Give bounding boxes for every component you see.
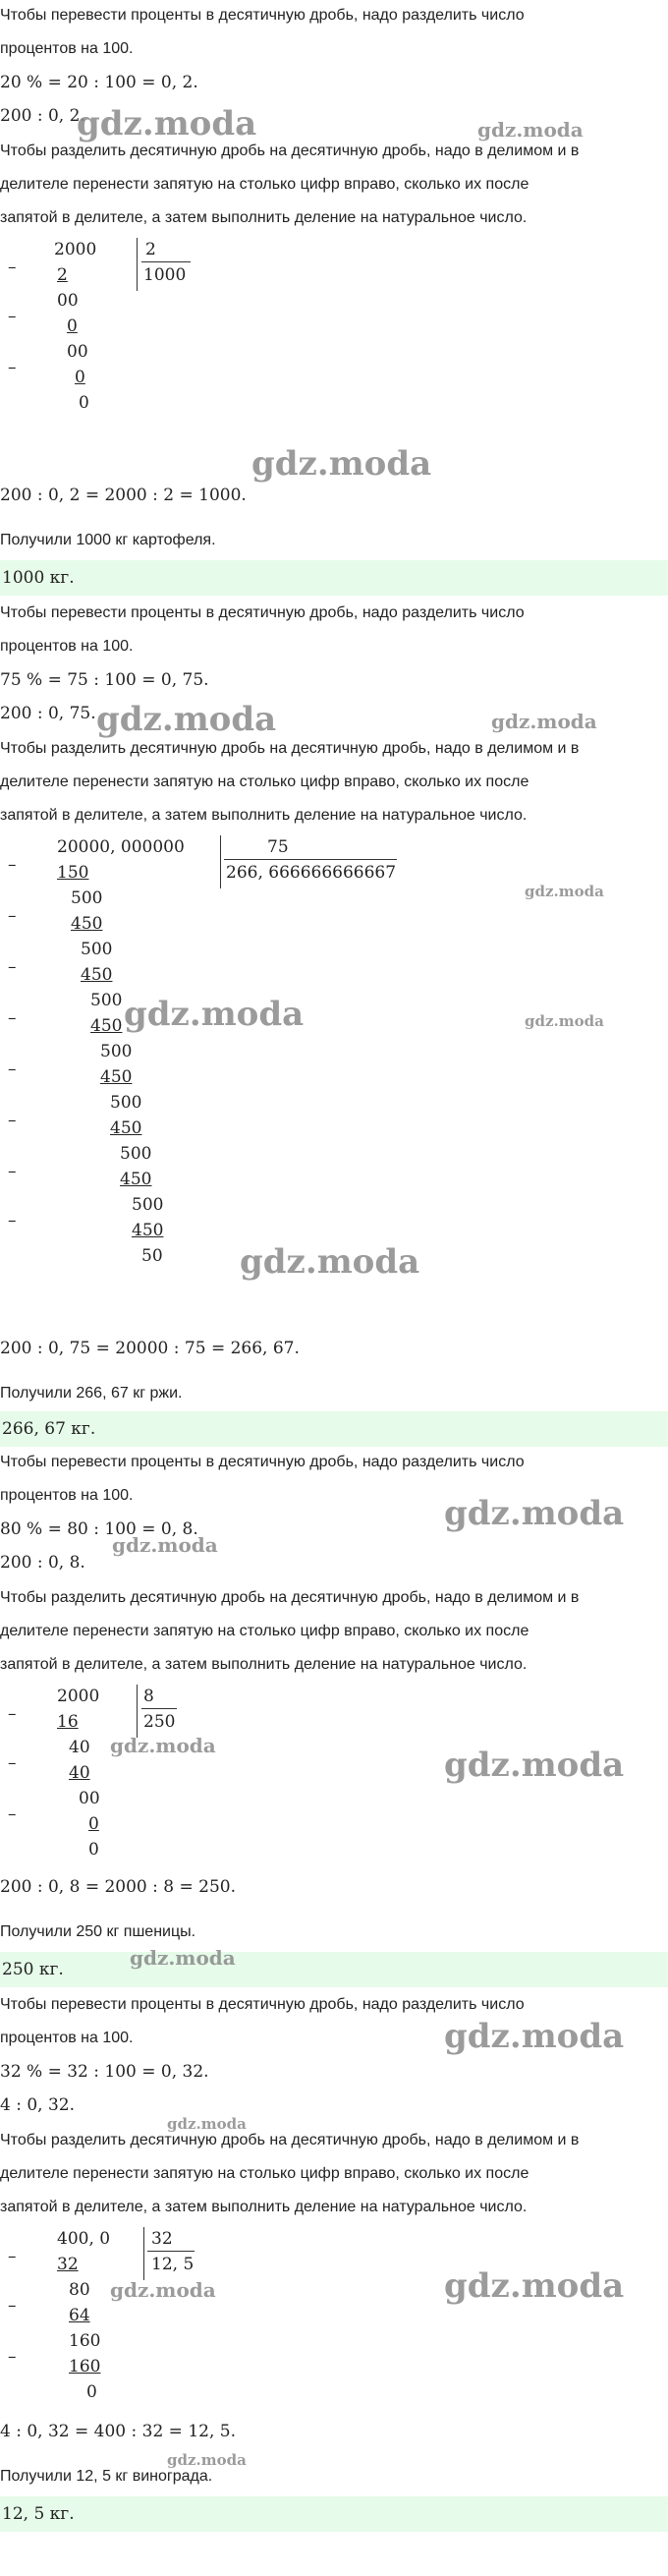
division-rule-line-3: запятой в делителе, а затем выполнить деление на натуральное число. <box>0 209 528 226</box>
division-step: 0 <box>88 1840 99 1860</box>
division-step: 40 <box>69 1738 90 1757</box>
division-step: 450 <box>81 965 113 985</box>
dividend: 400, 0 <box>57 2229 111 2249</box>
division-rule-line-1: Чтобы разделить десятичную дробь на десятичную дробь, надо в делимом и в <box>0 143 580 159</box>
division-step: 00 <box>79 1789 100 1808</box>
watermark: gdz.moda <box>167 2451 247 2469</box>
watermark: gdz.moda <box>77 104 257 143</box>
percent-conversion: 80 % = 80 : 100 = 0, 8. <box>0 1519 198 1539</box>
division-step: 500 <box>132 1195 164 1215</box>
dividend: 2000 <box>54 240 97 259</box>
division-step: 00 <box>57 291 79 311</box>
percent-rule-line-1: Чтобы перевести проценты в десятичную дробь, надо разделить число <box>0 7 525 24</box>
quotient: 12, 5 <box>151 2255 195 2274</box>
answer-text: 250 кг. <box>2 1960 64 1979</box>
division-rule-line-2: делителе перенести запятую на столько цифр вправо, сколько их после <box>0 773 529 790</box>
dividend: 2000 <box>57 1687 100 1706</box>
minus-sign: – <box>8 2347 17 2367</box>
division-rule-line-1: Чтобы разделить десятичную дробь на десятичную дробь, надо в делимом и в <box>0 2132 580 2148</box>
division-step: 450 <box>100 1067 133 1087</box>
answer-text: 12, 5 кг. <box>2 2504 75 2524</box>
division-step: 64 <box>69 2306 90 2325</box>
watermark: gdz.moda <box>110 1734 216 1757</box>
division-rule-line-2: делителе перенести запятую на столько цифр вправо, сколько их после <box>0 1623 529 1639</box>
minus-sign: – <box>8 1804 17 1824</box>
percent-rule-line-2: процентов на 100. <box>0 2030 134 2046</box>
quotient-line <box>141 1708 177 1709</box>
division-step: 450 <box>90 1016 123 1036</box>
divisor: 8 <box>143 1687 154 1706</box>
division-step: 2 <box>57 265 68 285</box>
division-result: 4 : 0, 32 = 400 : 32 = 12, 5. <box>0 2422 236 2441</box>
result-sentence: Получили 12, 5 кг винограда. <box>0 2468 213 2485</box>
division-step: 160 <box>69 2331 101 2351</box>
percent-conversion: 75 % = 75 : 100 = 0, 75. <box>0 670 209 690</box>
division-step: 0 <box>67 316 78 336</box>
division-rule-line-1: Чтобы разделить десятичную дробь на десятичную дробь, надо в делимом и в <box>0 1589 580 1606</box>
division-step: 40 <box>69 1763 90 1783</box>
minus-sign: – <box>8 1211 17 1231</box>
division-step: 500 <box>81 940 113 959</box>
answer-box <box>0 560 668 596</box>
minus-sign: – <box>8 307 17 326</box>
division-bracket <box>137 238 138 291</box>
division-rule-line-2: делителе перенести запятую на столько цифр вправо, сколько их после <box>0 2165 529 2182</box>
result-sentence: Получили 250 кг пшеницы. <box>0 1923 196 1940</box>
division-step: 00 <box>67 342 88 362</box>
divisor: 2 <box>145 240 156 259</box>
division-step: 0 <box>88 1814 99 1834</box>
division-rule-line-1: Чтобы разделить десятичную дробь на десятичную дробь, надо в делимом и в <box>0 740 580 757</box>
percent-rule-line-2: процентов на 100. <box>0 1487 134 1504</box>
division-step: 500 <box>100 1042 133 1061</box>
divisor: 75 <box>267 837 289 857</box>
watermark: gdz.moda <box>167 2115 247 2133</box>
division-step: 0 <box>79 393 89 413</box>
percent-rule-line-1: Чтобы перевести проценты в десятичную дробь, надо разделить число <box>0 1454 525 1470</box>
division-rule-line-3: запятой в делителе, а затем выполнить деление на натуральное число. <box>0 1656 528 1673</box>
division-expression: 200 : 0, 2. <box>0 106 85 126</box>
answer-box <box>0 1952 668 1987</box>
division-step: 500 <box>120 1144 152 1164</box>
result-sentence: Получили 266, 67 кг ржи. <box>0 1385 183 1402</box>
result-sentence: Получили 1000 кг картофеля. <box>0 532 216 548</box>
dividend: 20000, 000000 <box>57 837 185 857</box>
watermark: gdz.moda <box>525 1012 604 1030</box>
divisor: 32 <box>151 2229 173 2249</box>
quotient: 266, 666666666667 <box>226 863 397 883</box>
answer-text: 266, 67 кг. <box>2 1419 96 1439</box>
watermark: gdz.moda <box>477 118 584 142</box>
quotient: 1000 <box>143 265 187 285</box>
division-expression: 4 : 0, 32. <box>0 2095 76 2115</box>
percent-rule-line-1: Чтобы перевести проценты в десятичную дробь, надо разделить число <box>0 1996 525 2013</box>
answer-box <box>0 2496 668 2532</box>
division-step: 50 <box>141 1246 163 1266</box>
division-result: 200 : 0, 75 = 20000 : 75 = 266, 67. <box>0 1339 300 1358</box>
percent-conversion: 32 % = 32 : 100 = 0, 32. <box>0 2062 209 2082</box>
watermark: gdz.moda <box>130 1946 236 1970</box>
watermark: gdz.moda <box>96 700 277 739</box>
watermark: gdz.moda <box>444 1746 625 1785</box>
minus-sign: – <box>8 906 17 926</box>
division-bracket <box>143 2227 144 2280</box>
percent-rule-line-2: процентов на 100. <box>0 638 134 655</box>
division-result: 200 : 0, 2 = 2000 : 2 = 1000. <box>0 486 247 505</box>
minus-sign: – <box>8 1008 17 1028</box>
watermark: gdz.moda <box>444 2266 625 2306</box>
quotient-line <box>141 261 191 262</box>
minus-sign: – <box>8 1059 17 1079</box>
watermark: gdz.moda <box>251 444 432 484</box>
watermark: gdz.moda <box>124 995 305 1034</box>
minus-sign: – <box>8 1704 17 1724</box>
minus-sign: – <box>8 1111 17 1130</box>
division-bracket <box>220 835 221 888</box>
quotient-line <box>224 859 397 860</box>
minus-sign: – <box>8 1753 17 1773</box>
division-step: 450 <box>120 1170 152 1189</box>
division-rule-line-2: делителе перенести запятую на столько цифр вправо, сколько их после <box>0 176 529 193</box>
quotient-line <box>147 2251 195 2252</box>
minus-sign: – <box>8 358 17 377</box>
watermark: gdz.moda <box>491 710 597 733</box>
watermark: gdz.moda <box>525 883 604 900</box>
division-step: 450 <box>132 1221 164 1240</box>
division-step: 16 <box>57 1712 79 1732</box>
watermark: gdz.moda <box>110 2278 216 2302</box>
division-bracket <box>137 1685 138 1738</box>
division-expression: 200 : 0, 75. <box>0 704 96 723</box>
division-step: 500 <box>90 991 123 1010</box>
watermark: gdz.moda <box>112 1533 218 1557</box>
division-rule-line-3: запятой в делителе, а затем выполнить деление на натуральное число. <box>0 2199 528 2215</box>
division-step: 80 <box>69 2280 90 2300</box>
watermark: gdz.moda <box>240 1242 420 1282</box>
division-step: 450 <box>110 1118 142 1138</box>
minus-sign: – <box>8 258 17 277</box>
percent-rule-line-1: Чтобы перевести проценты в десятичную дробь, надо разделить число <box>0 604 525 621</box>
watermark: gdz.moda <box>444 2017 625 2056</box>
division-step: 0 <box>86 2382 97 2402</box>
division-step: 450 <box>71 914 103 934</box>
division-step: 32 <box>57 2255 79 2274</box>
division-expression: 200 : 0, 8. <box>0 1553 85 1573</box>
division-rule-line-3: запятой в делителе, а затем выполнить деление на натуральное число. <box>0 807 528 824</box>
answer-text: 1000 кг. <box>2 568 75 588</box>
long-division <box>0 2225 668 2412</box>
minus-sign: – <box>8 957 17 977</box>
division-step: 160 <box>69 2357 101 2376</box>
percent-conversion: 20 % = 20 : 100 = 0, 2. <box>0 73 198 92</box>
division-step: 150 <box>57 863 89 883</box>
division-result: 200 : 0, 8 = 2000 : 8 = 250. <box>0 1877 236 1897</box>
division-step: 500 <box>71 888 103 908</box>
minus-sign: – <box>8 855 17 875</box>
percent-rule-line-2: процентов на 100. <box>0 40 134 57</box>
quotient: 250 <box>143 1712 176 1732</box>
answer-box <box>0 1411 668 1447</box>
minus-sign: – <box>8 2296 17 2316</box>
watermark: gdz.moda <box>444 1494 625 1533</box>
division-step: 500 <box>110 1093 142 1113</box>
minus-sign: – <box>8 1162 17 1181</box>
division-step: 0 <box>75 368 85 387</box>
minus-sign: – <box>8 2247 17 2266</box>
